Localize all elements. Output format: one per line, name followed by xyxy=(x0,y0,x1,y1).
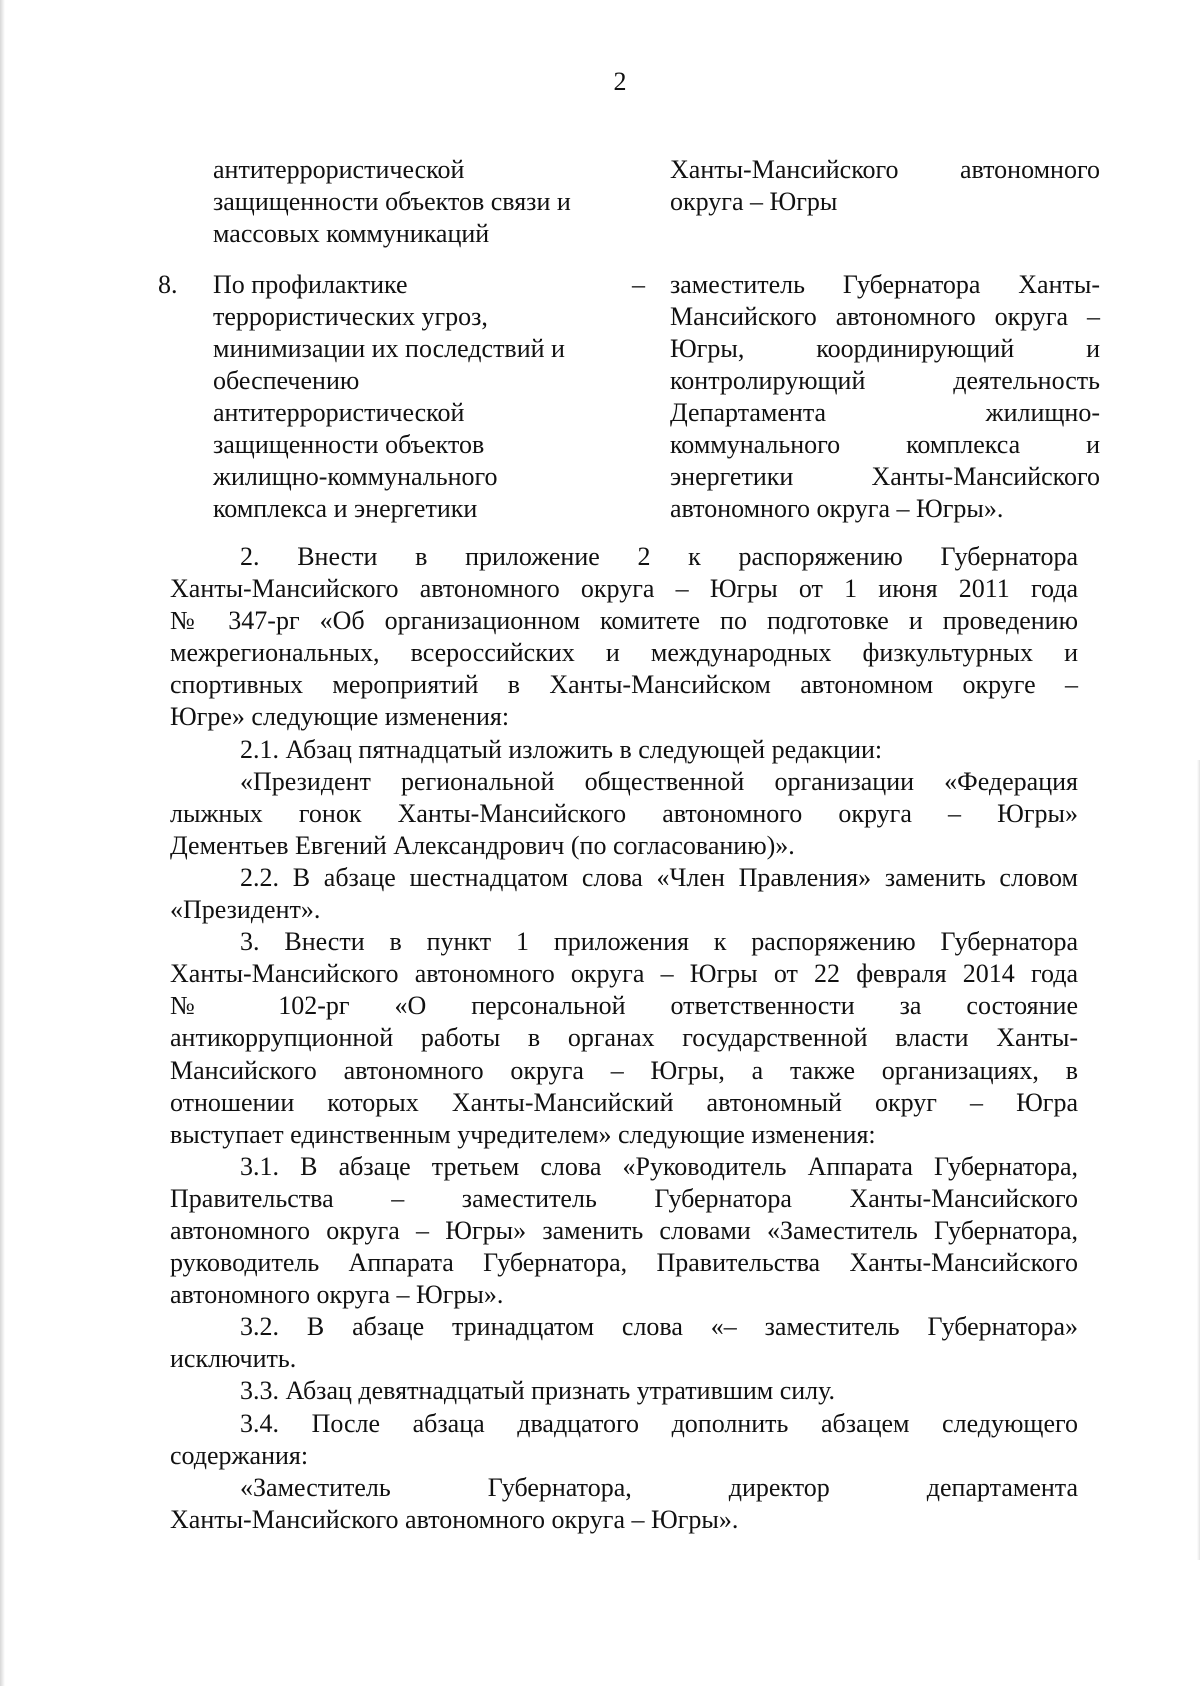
paragraph-line: антикоррупционной работы в органах государственной власти Ханты- xyxy=(170,1023,1078,1053)
paragraph-line: выступает единственным учредителем» следующие изменения: xyxy=(170,1119,876,1149)
paragraph-line: спортивных мероприятий в Ханты-Мансийском автономном округе – xyxy=(170,670,1078,700)
paragraph-line: «Президент региональной общественной организации «Федерация xyxy=(240,766,1078,796)
paragraph-line: исключить. xyxy=(170,1344,297,1374)
text-line: защищенности объектов xyxy=(213,430,485,459)
paragraph-line: автономного округа – Югры». xyxy=(170,1280,504,1310)
text-line: Югры, координирующий и xyxy=(670,334,1100,363)
paragraph-line: Ханты-Мансийского автономного округа – Югры от 22 февраля 2014 года xyxy=(170,959,1078,989)
paragraph-line: руководитель Аппарата Губернатора, Правительства Ханты-Мансийского xyxy=(170,1248,1078,1278)
text-line: защищенности объектов связи и xyxy=(213,187,571,216)
paragraph-line: 3.4. После абзаца двадцатого дополнить абзацем следующего xyxy=(240,1408,1078,1438)
paragraph-line: Правительства – заместитель Губернатора Ханты-Мансийского xyxy=(170,1183,1078,1213)
scan-edge-left xyxy=(0,0,5,1686)
table-row-continued-left xyxy=(213,154,598,250)
paragraph-line: № 102-рг «О персональной ответственности за состояние xyxy=(170,991,1078,1021)
paragraph-line: 2. Внести в приложение 2 к распоряжению Губернатора xyxy=(240,542,1078,571)
table-row-8-left xyxy=(213,269,598,525)
paragraph-line: 2.1. Абзац пятнадцатый изложить в следующей редакции: xyxy=(240,734,883,764)
paragraph-line: Югре» следующие изменения: xyxy=(170,702,510,732)
text-line: По профилактике xyxy=(213,270,408,299)
text-line: энергетики Ханты-Мансийского xyxy=(670,462,1100,491)
paragraph-line: лыжных гонок Ханты-Мансийского автономного округа – Югры» xyxy=(170,798,1078,828)
text-line: Ханты-Мансийского автономного xyxy=(670,155,1100,184)
paragraph-line: 2.2. В абзаце шестнадцатом слова «Член Правления» заменить словом xyxy=(240,862,1078,892)
text-line: обеспечению xyxy=(213,366,360,395)
text-line: террористических угроз, xyxy=(213,302,488,331)
text-line: коммунального комплекса и xyxy=(670,430,1100,459)
paragraph-line: отношении которых Ханты-Мансийский автономный округ – Югра xyxy=(170,1087,1078,1117)
text-line: жилищно-коммунального xyxy=(213,462,498,491)
row-number: 8. xyxy=(158,270,178,299)
text-line: антитеррористической xyxy=(213,155,465,184)
text-line: контролирующий деятельность xyxy=(670,366,1100,395)
text-line: комплекса и энергетики xyxy=(213,494,478,523)
table-row-8-right xyxy=(670,269,1100,525)
text-line: Департамента жилищно- xyxy=(670,398,1100,427)
paragraph-line: содержания: xyxy=(170,1440,309,1470)
paragraph-line: Ханты-Мансийского автономного округа – Югры от 1 июня 2011 года xyxy=(170,574,1078,604)
text-line: заместитель Губернатора Ханты- xyxy=(670,270,1100,299)
text-line: антитеррористической xyxy=(213,398,465,427)
paragraph-line: Мансийского автономного округа – Югры, а также организациях, в xyxy=(170,1055,1078,1085)
paragraph-line: автономного округа – Югры» заменить словами «Заместитель Губернатора, xyxy=(170,1215,1078,1245)
paragraph-line: Дементьев Евгений Александрович (по согласованию)». xyxy=(170,830,795,860)
paragraph-line: 3.3. Абзац девятнадцатый признать утратившим силу. xyxy=(240,1376,836,1406)
text-line: массовых коммуникаций xyxy=(213,219,490,248)
paragraph-line: 3.1. В абзаце третьем слова «Руководитель Аппарата Губернатора, xyxy=(240,1151,1078,1181)
paragraph-line: 3. Внести в пункт 1 приложения к распоряжению Губернатора xyxy=(240,927,1078,957)
paragraph-line: «Заместитель Губернатора, директор департамента xyxy=(240,1472,1078,1502)
paragraph-line: № 347-рг «Об организационном комитете по подготовке и проведению xyxy=(170,606,1078,636)
paragraph-line: «Президент». xyxy=(170,895,321,925)
body-text xyxy=(170,541,1078,1536)
text-line: автономного округа – Югры». xyxy=(670,494,1004,523)
text-line: округа – Югры xyxy=(670,187,838,216)
paragraph-line: Ханты-Мансийского автономного округа – Югры». xyxy=(170,1504,739,1534)
paragraph-line: 3.2. В абзаце тринадцатом слова «– заместитель Губернатора» xyxy=(240,1312,1078,1342)
text-line: Мансийского автономного округа – xyxy=(670,302,1100,331)
page-number: 2 xyxy=(613,67,627,96)
paragraph-line: межрегиональных, всероссийских и международных физкультурных и xyxy=(170,638,1078,668)
row-dash: – xyxy=(632,270,645,299)
text-line: минимизации их последствий и xyxy=(213,334,565,363)
table-row-continued-right xyxy=(670,154,1100,218)
